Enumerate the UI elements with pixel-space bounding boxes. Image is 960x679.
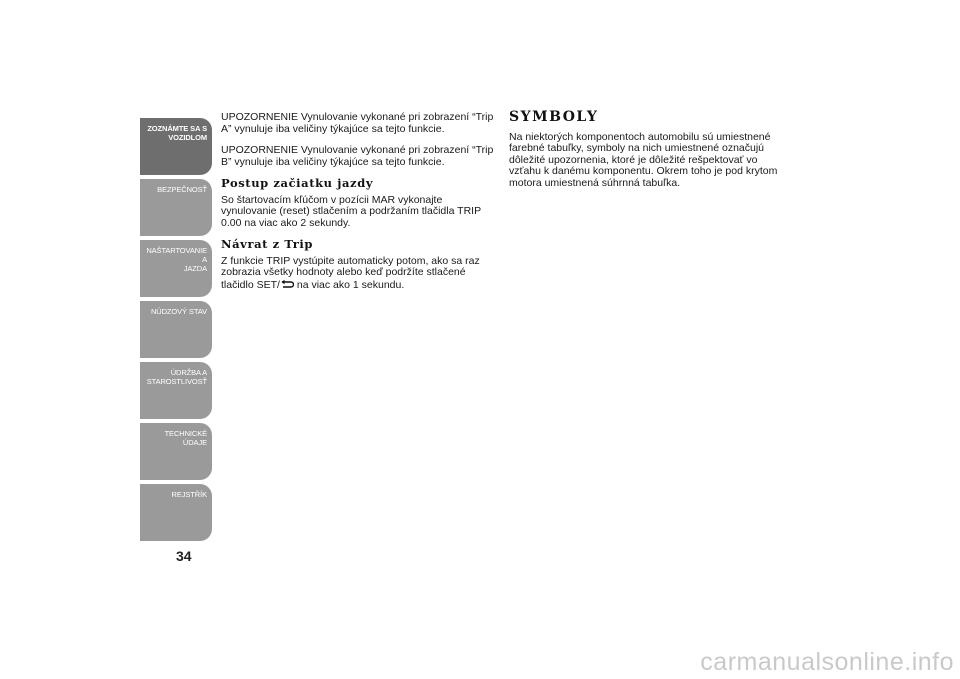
tab-label: ZOZNÁMTE SA S VOZIDLOM	[147, 124, 207, 142]
right-column	[509, 109, 781, 199]
return-arrow-icon	[280, 279, 294, 289]
tab-label: TECHNICKÉ ÚDAJE	[164, 429, 207, 447]
tab-nastartovanie-a-jazda[interactable]	[140, 240, 212, 297]
tab-nudzovy-stav[interactable]	[140, 301, 212, 358]
paragraph-reset-instructions: So štartovacím kľúčom v pozícii MAR vykonajte vynulovanie (reset) stlačením a podržaním tlačidla TRIP 0.00 na viac ako 2 sekundy.	[221, 193, 481, 229]
tab-technicke-udaje[interactable]	[140, 423, 212, 480]
paragraph-exit-trip	[221, 256, 497, 292]
tab-rejstrik[interactable]	[140, 484, 212, 541]
tab-zoznamte-sa-s-vozidlom[interactable]	[140, 118, 212, 175]
warning-trip-a: UPOZORNENIE Vynulovanie vykonané pri zobrazení “Trip A” vynuluje iba veličiny týkajúce sa tejto funkcie.	[221, 111, 494, 135]
tab-bezpecnost[interactable]	[140, 179, 212, 236]
tab-label: NÚDZOVÝ STAV	[150, 307, 207, 316]
tab-label: BEZPEČNOSŤ	[157, 185, 207, 194]
heading-navrat-z-trip: Návrat z Trip	[221, 237, 313, 251]
tab-udrzba-a-starostlivost[interactable]	[140, 362, 212, 419]
page-number: 34	[176, 548, 192, 564]
sidebar-tabs	[140, 118, 212, 545]
tab-label: ÚDRŽBA A STAROSTLIVOSŤ	[146, 368, 207, 386]
watermark: carmanualsonline.info	[700, 648, 954, 676]
tab-label: REJSTŘÍK	[171, 490, 207, 499]
warning-trip-b: UPOZORNENIE Vynulovanie vykonané pri zobrazení “Trip B” vynuluje iba veličiny týkajúce sa tejto funkcie.	[221, 144, 494, 168]
heading-symboly: SYMBOLY	[509, 109, 599, 125]
tab-label: NAŠTARTOVANIE A JAZDA	[146, 246, 207, 273]
heading-postup-zaciatku-jazdy: Postup začiatku jazdy	[221, 176, 374, 190]
paragraph-symboly: Na niektorých komponentoch automobilu sú umiestnené farebné tabuľky, symboly na nich umiestnené označujú dôležité upozornenia, ktoré je dôležité rešpektovať vo vzťahu k danému komponentu. Okrem toho je pod krytom motora umiestnená súhrnná tabuľka.	[509, 130, 778, 189]
left-column	[221, 112, 497, 301]
exit-trip-text-end: na viac ako 1 sekundu.	[293, 278, 405, 291]
exit-trip-text-start: Z funkcie TRIP vystúpite automaticky potom, ako sa raz zobrazia všetky hodnoty alebo keď podržíte stlačené tlačidlo SET/	[221, 254, 480, 291]
